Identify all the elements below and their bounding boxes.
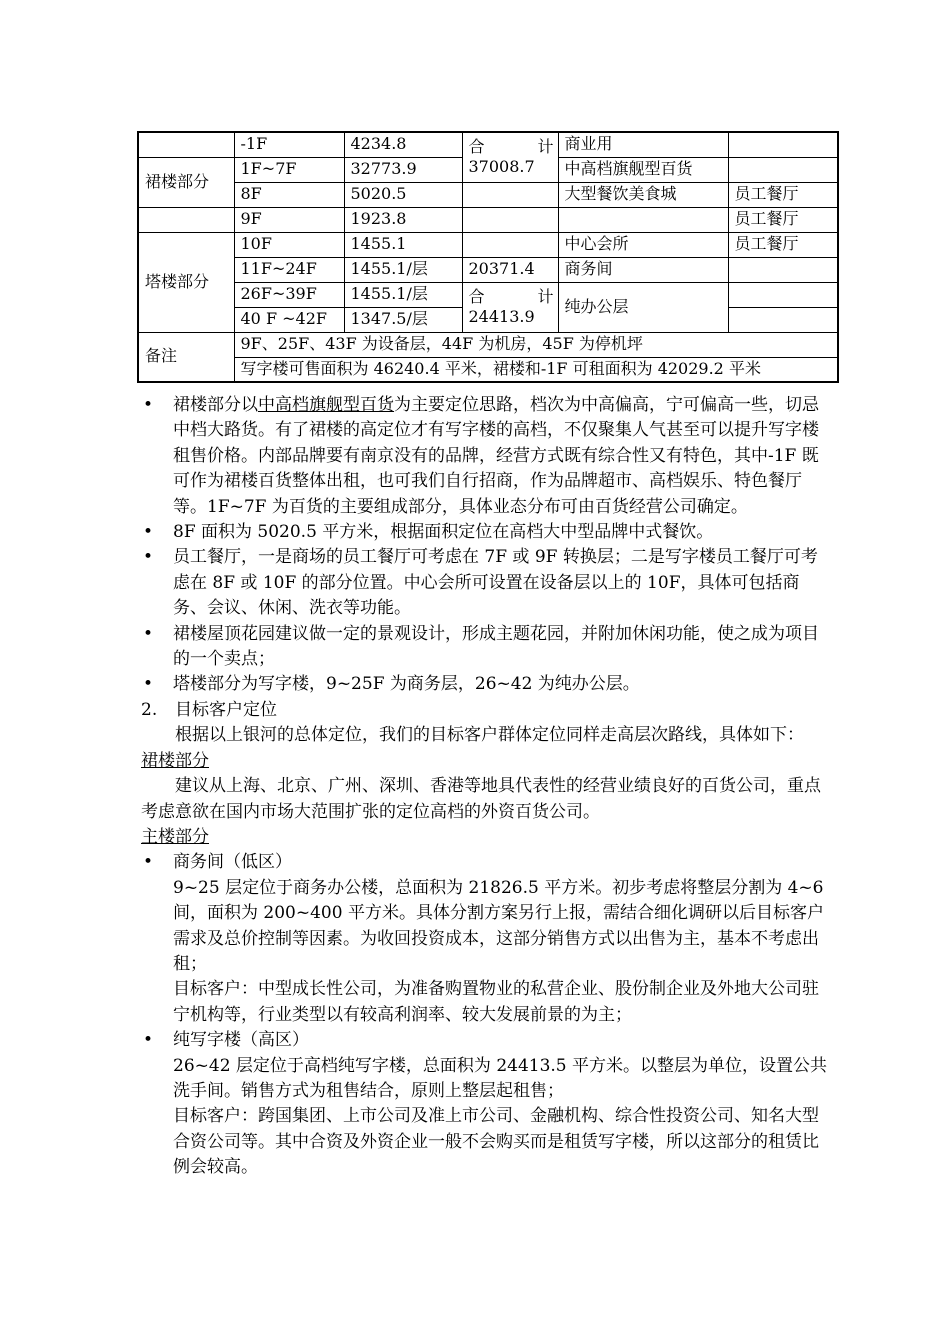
label-cell [138,207,234,232]
list-item [141,393,831,520]
bullet-icon: • [143,623,154,644]
list-item-title: 商务间（低区） [173,852,292,873]
floor-cell: 1F~7F [234,157,344,182]
list-item [141,672,831,697]
paragraph-text: 26~42 层定位于高档纯写字楼，总面积为 24413.5 平方米。以整层为单位，设置公共洗手间。销售方式为租售结合，原则上整层起租售； [173,1055,828,1101]
floor-cell: -1F [234,132,344,157]
list-item [141,545,831,621]
note-cell: 员工餐厅 [728,182,838,207]
paragraph-text: 裙楼部分以 [173,395,258,415]
table-row [138,232,838,257]
area-cell: 1455.1/层 [344,257,462,282]
section-heading [141,698,831,723]
list-item [141,622,831,673]
main-building-list [141,1028,831,1053]
main-building-list [141,850,831,875]
podium-total-cell [462,132,558,182]
underlined-term: 中高档旗舰型百货 [258,395,394,415]
bullet-icon: • [143,674,154,695]
total-cell [462,232,558,257]
bullet-icon: • [143,395,154,415]
area-cell: 32773.9 [344,157,462,182]
floor-cell: 8F [234,182,344,207]
use-cell: 大型餐饮美食城 [558,182,728,207]
table-row [138,132,838,157]
business-zone-block [141,876,831,1028]
section-title: 目标客户定位 [175,699,277,720]
area-cell: 1455.1 [344,232,462,257]
table-row [138,357,838,382]
table-row [138,257,838,282]
bullet-icon: • [143,852,154,873]
section-intro: 根据以上银河的总体定位，我们的目标客户群体定位同样走高层次路线，具体如下： [175,725,804,746]
list-item [141,520,831,545]
use-cell [558,207,728,232]
table-row [138,282,838,307]
total-word-a: 合 [468,286,485,306]
bullet-icon: • [143,1030,154,1051]
document-body [141,393,831,1181]
total-cell [462,182,558,207]
note-cell: 员工餐厅 [728,207,838,232]
floor-cell: 26F~39F [234,282,344,307]
paragraph-text: 员工餐厅，一是商场的员工餐厅可考虑在 7F 或 9F 转换层；二是写字楼员工餐厅可考虑在 8F 或 10F 的部分位置。中心会所可设置在设备层以上的 10F，具体可包括商务、会议、休闲、洗衣等功能。 [173,547,818,619]
positioning-bullet-list [141,393,831,698]
podium-label-cell [138,132,234,157]
main-building-heading: 主楼部分 [141,826,209,847]
floor-cell: 10F [234,232,344,257]
total-word-b: 计 [537,136,554,156]
office-zone-block [141,1054,831,1181]
paragraph-text: 目标客户：中型成长性公司，为准备购置物业的私营企业、股份制企业及外地大公司驻宁机构等，行业类型以有较高利润率、较大发展前景的为主； [173,979,819,1025]
podium-heading: 裙楼部分 [141,750,209,771]
note-cell: 员工餐厅 [728,232,838,257]
list-item [141,1028,831,1053]
remarks-label: 备注 [138,332,234,382]
note-cell [728,307,838,332]
tower-total-value: 24413.9 [468,306,535,326]
area-cell: 1347.5/层 [344,307,462,332]
note-cell [728,282,838,307]
paragraph-text: 8F 面积为 5020.5 平方米，根据面积定位在高档大中型品牌中式餐饮。 [173,522,714,543]
paragraph-text: 塔楼部分为写字楼，9~25F 为商务层，26~42 为纯办公层。 [173,674,640,695]
note-cell [728,157,838,182]
tower-label: 塔楼部分 [138,232,234,332]
floor-area-table [137,131,839,383]
podium-total-value: 37008.7 [468,156,535,176]
note-cell [728,257,838,282]
paragraph-text: 目标客户：跨国集团、上市公司及准上市公司、金融机构、综合性投资公司、知名大型合资公司等。其中合资及外资企业一般不会购买而是租赁写字楼，所以这部分的租赁比例会较高。 [173,1106,819,1178]
floor-cell: 11F~24F [234,257,344,282]
total-cell [462,207,558,232]
table-row [138,207,838,232]
table-row [138,332,838,357]
paragraph-text: 裙楼屋顶花园建议做一定的景观设计，形成主题花园，并附加休闲功能，使之成为项目的一个卖点； [173,623,819,670]
total-word-b: 计 [537,286,554,306]
table-row [138,182,838,207]
total-cell: 20371.4 [462,257,558,282]
bullet-icon: • [143,522,154,543]
total-word-a: 合 [468,136,485,156]
paragraph-text: 为主要定位思路，档次为中高偏高，宁可偏高一些，切忌中档大路货。有了裙楼的高定位才有写字楼的高档，不仅聚集人气甚至可以提升写字楼租售价格。内部品牌要有南京没有的品牌，经营方式既有综合性又有特色，其中-1F 既可作为裙楼百货整体出租，也可我们自行招商，作为品牌超市、高档娱乐、特色餐厅等。1F~7F 为百货的主要组成部分，具体业态分布可由百货经营公司确定。 [173,395,819,517]
use-cell: 商业用 [558,132,728,157]
use-cell: 中心会所 [558,232,728,257]
podium-text: 建议从上海、北京、广州、深圳、香港等地具代表性的经营业绩良好的百货公司，重点考虑意欲在国内市场大范围扩张的定位高档的外资百货公司。 [141,776,821,822]
podium-label: 裙楼部分 [138,157,234,207]
list-item [141,850,831,875]
area-cell: 1923.8 [344,207,462,232]
use-cell: 商务间 [558,257,728,282]
floor-cell: 9F [234,207,344,232]
area-cell: 5020.5 [344,182,462,207]
section-number: 2. [141,699,158,720]
note-cell [728,132,838,157]
tower-total-cell [462,282,558,332]
office-use-cell: 纯办公层 [558,282,728,332]
area-cell: 4234.8 [344,132,462,157]
list-item-title: 纯写字楼（高区） [173,1030,309,1051]
remark-line: 写字楼可售面积为 46240.4 平米，裙楼和-1F 可租面积为 42029.2 平米 [234,357,838,382]
paragraph-text: 9~25 层定位于商务办公楼，总面积为 21826.5 平方米。初步考虑将整层分割为 4~6 间，面积为 200~400 平方米。具体分割方案另行上报，需结合细化调研以后目标客户需求及总价控制等因素。为收回投资成本，这部分销售方式以出售为主，基本不考虑出租； [173,877,824,974]
floor-cell: 40 F ~42F [234,307,344,332]
remark-line: 9F、25F、43F 为设备层，44F 为机房，45F 为停机坪 [234,332,838,357]
bullet-icon: • [143,547,154,568]
area-cell: 1455.1/层 [344,282,462,307]
use-cell: 中高档旗舰型百货 [558,157,728,182]
